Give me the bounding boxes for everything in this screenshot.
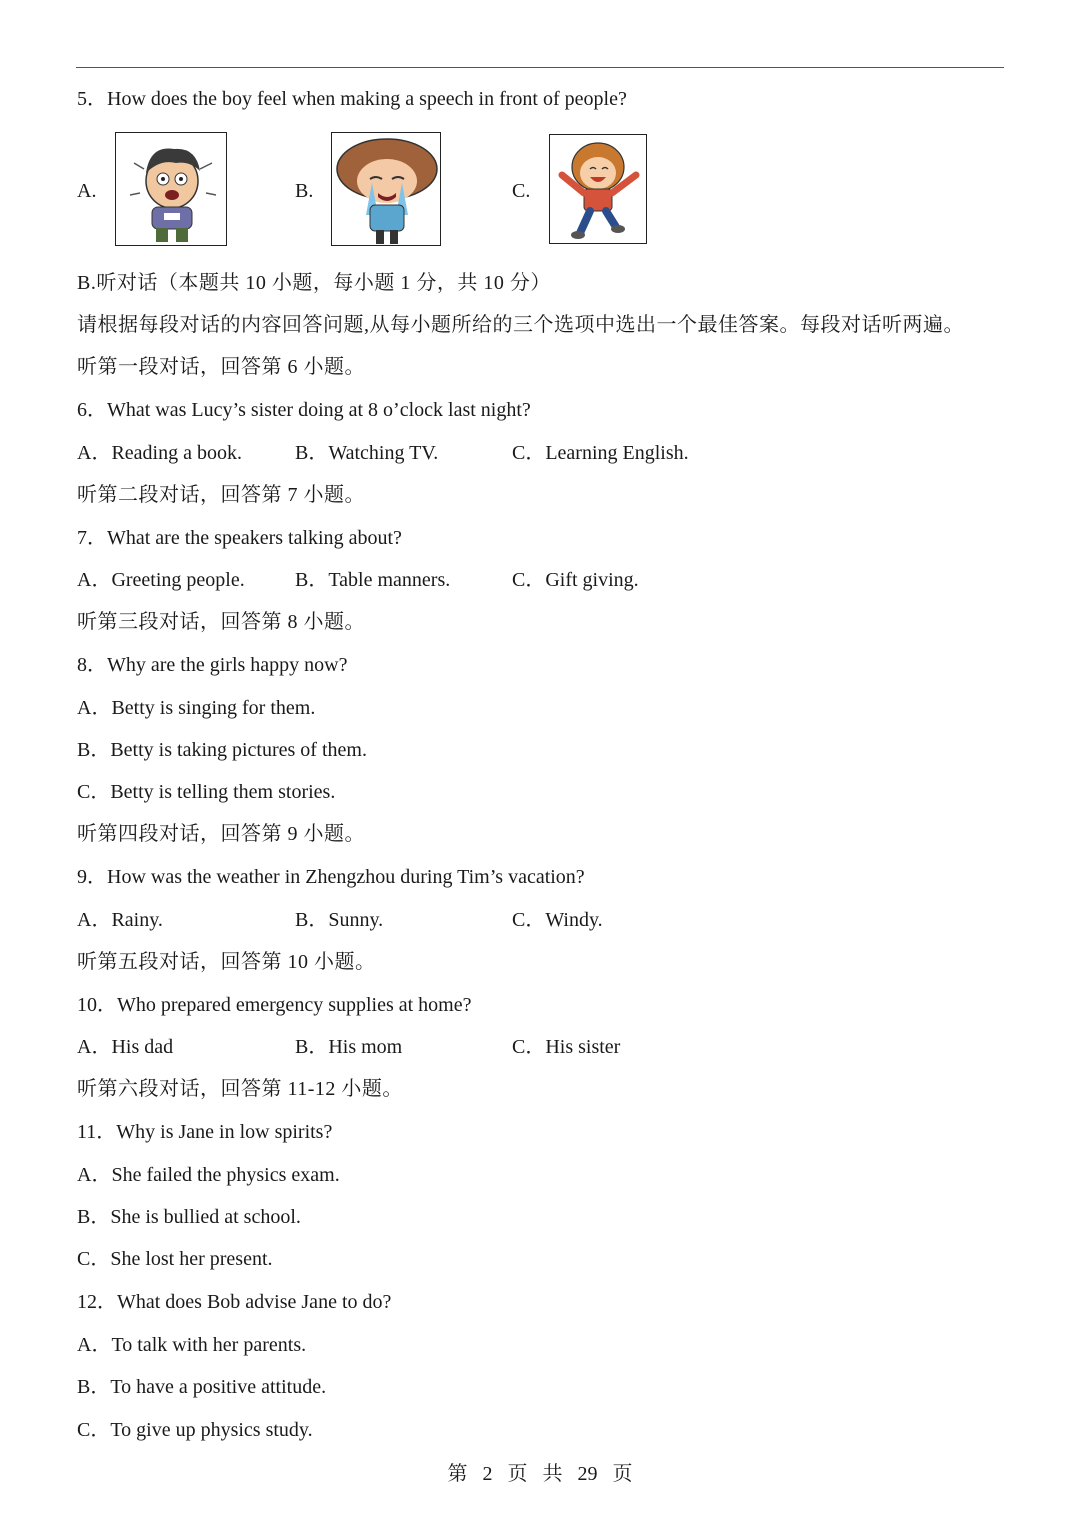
footer-prefix: 第: [447, 1463, 468, 1485]
q8-option-b: B．Betty is taking pictures of them.: [77, 739, 367, 761]
q10-option-c: C．His sister: [512, 1036, 621, 1058]
q11-option-a: A．She failed the physics exam.: [77, 1164, 340, 1186]
q6-question: 6．What was Lucy’s sister doing at 8 o’clock last night?: [77, 399, 531, 421]
q5-label-c: C.: [512, 180, 531, 202]
footer-suffix: 页: [612, 1463, 633, 1485]
q12-option-b: B．To have a positive attitude.: [77, 1376, 327, 1398]
footer-total-pages: 29: [577, 1463, 598, 1485]
q7-question: 7．What are the speakers talking about?: [77, 527, 402, 549]
q6-option-b: B．Watching TV.: [295, 442, 439, 464]
dialogue-2-heading: 听第二段对话，回答第 7 小题。: [77, 484, 365, 506]
q8-option-a: A．Betty is singing for them.: [77, 697, 316, 719]
q8-option-c: C．Betty is telling them stories.: [77, 781, 336, 803]
q12-question: 12．What does Bob advise Jane to do?: [77, 1291, 392, 1313]
q12-option-c: C．To give up physics study.: [77, 1419, 313, 1441]
footer-page-number: 2: [482, 1463, 493, 1485]
q11-question: 11．Why is Jane in low spirits?: [77, 1121, 333, 1143]
header-rule: [76, 67, 1004, 68]
happy-boy-icon: [550, 135, 647, 244]
q7-option-a: A．Greeting people.: [77, 569, 245, 591]
q8-question: 8．Why are the girls happy now?: [77, 654, 348, 676]
q9-option-b: B．Sunny.: [295, 909, 384, 931]
q10-option-a: A．His dad: [77, 1036, 174, 1058]
q5-label-b: B.: [295, 180, 314, 202]
dialogue-1-heading: 听第一段对话，回答第 6 小题。: [77, 356, 365, 378]
q5-picture-b-crying-boy[interactable]: [331, 132, 441, 246]
page-footer: [0, 1461, 1080, 1487]
crying-boy-icon: [332, 133, 441, 246]
q5-picture-c-happy-boy[interactable]: [549, 134, 647, 244]
dialogue-3-heading: 听第三段对话，回答第 8 小题。: [77, 611, 365, 633]
q9-option-c: C．Windy.: [512, 909, 603, 931]
q5-picture-a-scared-boy[interactable]: [115, 132, 227, 246]
q6-option-c: C．Learning English.: [512, 442, 689, 464]
scared-boy-icon: [116, 133, 227, 246]
q10-option-b: B．His mom: [295, 1036, 403, 1058]
q11-option-c: C．She lost her present.: [77, 1248, 273, 1270]
section-b-heading: B.听对话（本题共 10 小题，每小题 1 分，共 10 分）: [77, 272, 551, 294]
footer-mid2: 共: [542, 1463, 563, 1485]
dialogue-4-heading: 听第四段对话，回答第 9 小题。: [77, 823, 365, 845]
section-b-instruction: 请根据每段对话的内容回答问题,从每小题所给的三个选项中选出一个最佳答案。每段对话听两遍。: [77, 314, 964, 336]
dialogue-5-heading: 听第五段对话，回答第 10 小题。: [77, 951, 376, 973]
q7-option-b: B．Table manners.: [295, 569, 451, 591]
q5-question: 5．How does the boy feel when making a speech in front of people?: [77, 88, 627, 110]
q9-option-a: A．Rainy.: [77, 909, 163, 931]
q11-option-b: B．She is bullied at school.: [77, 1206, 301, 1228]
q9-question: 9．How was the weather in Zhengzhou during Tim’s vacation?: [77, 866, 585, 888]
q7-option-c: C．Gift giving.: [512, 569, 639, 591]
q5-label-a: A.: [77, 180, 97, 202]
q6-option-a: A．Reading a book.: [77, 442, 242, 464]
q10-question: 10．Who prepared emergency supplies at home?: [77, 994, 472, 1016]
dialogue-6-heading: 听第六段对话，回答第 11-12 小题。: [77, 1078, 403, 1100]
q12-option-a: A．To talk with her parents.: [77, 1334, 307, 1356]
footer-mid1: 页: [507, 1463, 528, 1485]
